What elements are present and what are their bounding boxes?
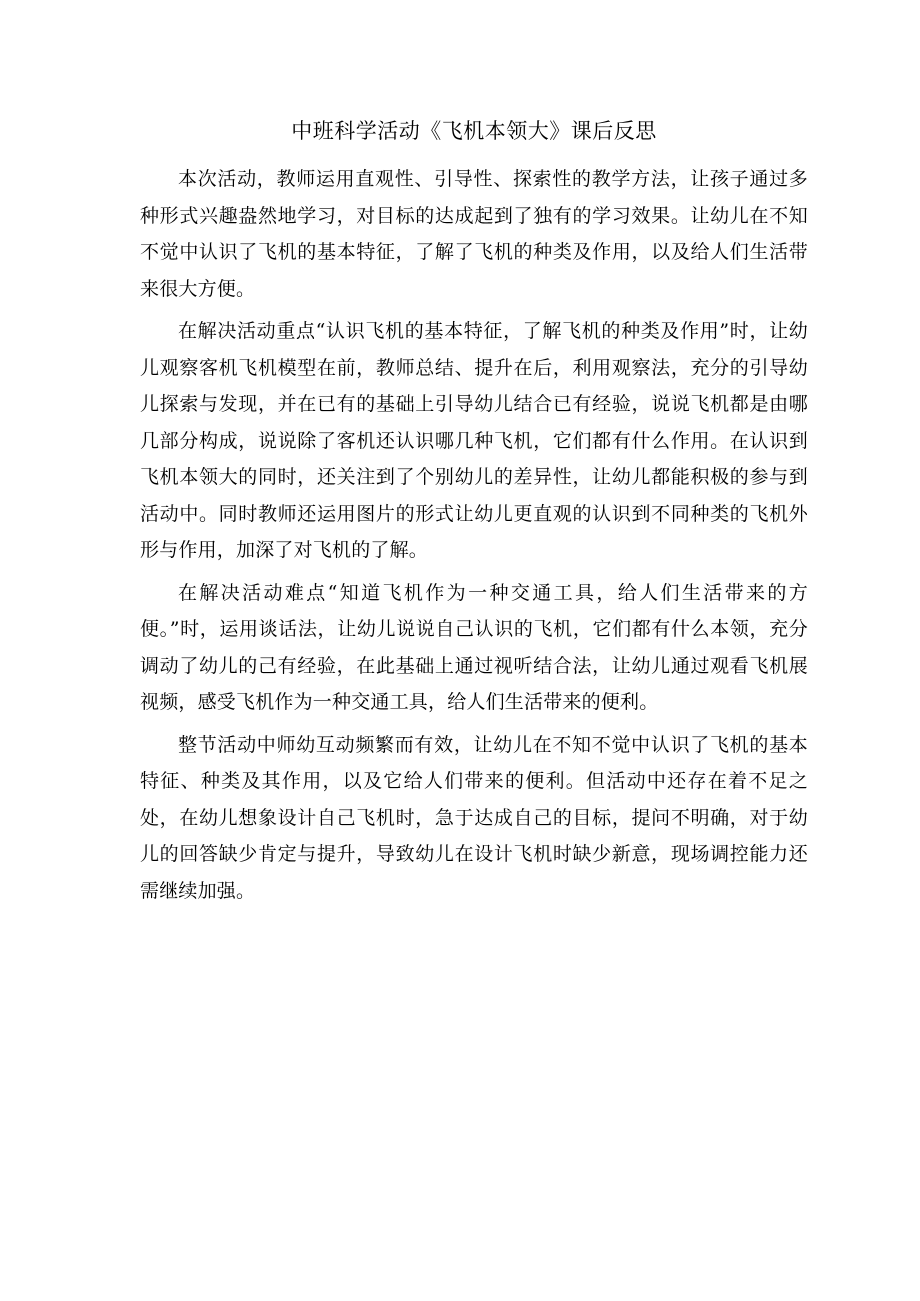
paragraph-key-point: 在解决活动重点“认识飞机的基本特征，了解飞机的种类及作用”时，让幼儿观察客机飞机模型在前，教师总结、提升在后，利用观察法，充分的引导幼儿探索与发现，并在已有的基础上引导幼儿结合已有经验，说说飞机都是由哪几部分构成，说说除了客机还认识哪几种飞机，它们都有什么作用。在认识到飞机本领大的同时，还关注到了个别幼儿的差异性，让幼儿都能积极的参与到活动中。同时教师还运用图片的形式让幼儿更直观的认识到不同种类的飞机外形与作用，加深了对飞机的了解。 <box>140 320 808 561</box>
paragraph-summary: 整节活动中师幼互动频繁而有效，让幼儿在不知不觉中认识了飞机的基本特征、种类及其作用，以及它给人们带来的便利。但活动中还存在着不足之处，在幼儿想象设计自己飞机时，急于达成自己的目标，提问不明确，对于幼儿的回答缺少肯定与提升，导致幼儿在设计飞机时缺少新意，现场调控能力还需继续加强。 <box>140 733 808 902</box>
paragraph-difficult-point: 在解决活动难点“知道飞机作为一种交通工具，给人们生活带来的方便。”时，运用谈话法，让幼儿说说自己认识的飞机，它们都有什么本领，充分调动了幼儿的己有经验，在此基础上通过视听结合法，让幼儿通过观看飞机展视频，感受飞机作为一种交通工具，给人们生活带来的便利。 <box>140 581 808 713</box>
document-title: 中班科学活动《飞机本领大》课后反思 <box>291 119 657 143</box>
paragraph-intro: 本次活动，教师运用直观性、引导性、探索性的教学方法，让孩子通过多种形式兴趣盎然地学习，对目标的达成起到了独有的学习效果。让幼儿在不知不觉中认识了飞机的基本特征，了解了飞机的种类及作用，以及给人们生活带来很大方便。 <box>140 168 808 300</box>
document-body <box>140 113 808 915</box>
